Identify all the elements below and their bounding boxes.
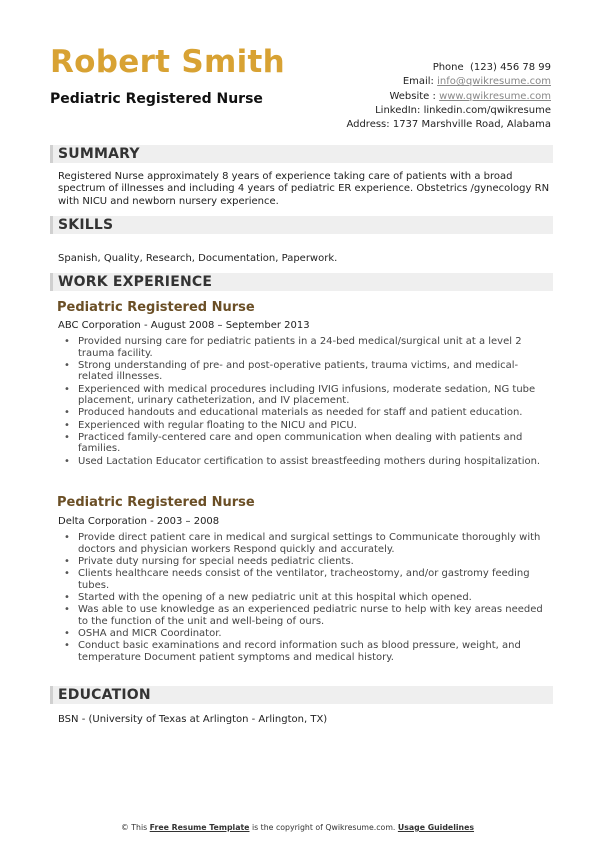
summary-heading-bar [50,145,553,163]
footer [0,823,595,832]
job-2-company: Delta Corporation - 2003 – 2008 [58,516,220,527]
job-1-title: Pediatric Registered Nurse [57,300,255,315]
job-1-company: ABC Corporation - August 2008 – September 2013 [58,320,310,331]
list-item: • Provided nursing care for pediatric patients in a 24-bed medical/surgical unit at a level 2 trauma facility. [64,336,522,359]
experience-heading-bar [50,273,553,291]
experience-heading: WORK EXPERIENCE [58,274,213,290]
list-item: • Started with the opening of a new pediatric unit at this hospital which opened. [64,591,472,603]
phone-label: Phone [432,62,464,73]
list-item: • Used Lactation Educator certification to assist breastfeeding mothers during hospitalization. [64,455,541,467]
footer-middle: is the copyright of Qwikresume.com. [251,823,396,832]
education-heading: EDUCATION [58,687,151,703]
free-resume-template-link[interactable]: Free Resume Template [149,823,250,832]
website-link[interactable]: www.qwikresume.com [439,90,551,102]
summary-heading: SUMMARY [58,146,140,162]
list-item: • Provide direct patient care in medical and surgical settings to Communicate thoroughly with doctors and physician workers Respond quickly and accurately. [64,532,541,555]
job-2-title: Pediatric Registered Nurse [57,495,255,510]
list-item: • OSHA and MICR Coordinator. [64,627,222,639]
skills-heading: SKILLS [58,217,114,233]
candidate-name: Robert Smith [50,44,286,80]
list-item: • Conduct basic examinations and record information such as blood pressure, weight, and temperature Document patient symptoms and medical history. [64,639,521,663]
contact-phone-row [346,61,551,75]
contact-block [346,61,551,132]
footer-prefix: © This [120,823,148,832]
skills-text: Spanish, Quality, Research, Documentation, Paperwork. [58,253,338,264]
contact-linkedin-row [346,104,551,118]
job-2-bullets [58,532,548,664]
contact-email-row [346,75,551,89]
website-label: Website : [389,90,436,102]
phone-value: (123) 456 78 99 [470,62,551,73]
education-text: BSN - (University of Texas at Arlington - Arlington, TX) [58,714,328,725]
list-item: • Strong understanding of pre- and post-operative patients, trauma victims, and medical-related illnesses. [64,359,519,383]
linkedin-value: linkedin.com/qwikresume [423,104,551,116]
email-label: Email: [402,76,434,88]
usage-guidelines-link[interactable]: Usage Guidelines [397,823,475,832]
list-item: • Was able to use knowledge as an experienced pediatric nurse to help with key areas needed to the function of the unit and well-being of ours. [64,603,543,627]
job-1-bullets [58,336,548,468]
address-value: 1737 Marshville Road, Alabama [392,119,551,131]
address-label: Address: [346,119,390,131]
list-item: • Experienced with regular floating to the NICU and PICU. [64,419,357,431]
summary-text: Registered Nurse approximately 8 years of experience taking care of patients with a broad spectrum of illnesses and including 4 years of pediatric ER experience. Obstetrics /gynecology RN with NICU and newborn nursery experience. [58,171,550,207]
linkedin-label: LinkedIn: [375,104,421,116]
list-item: • Private duty nursing for special needs pediatric clients. [64,555,354,567]
list-item: • Practiced family-centered care and open communication when dealing with patients and families. [64,431,523,455]
email-link[interactable]: info@qwikresume.com [437,76,551,88]
contact-address-row [346,118,551,132]
list-item: • Produced handouts and educational materials as needed for staff and patient education. [64,407,523,419]
education-heading-bar [50,686,553,704]
candidate-title: Pediatric Registered Nurse [50,91,263,107]
skills-heading-bar [50,216,553,234]
list-item: • Clients healthcare needs consist of the ventilator, tracheostomy, and/or gastromy feeding tubes. [64,567,530,591]
contact-website-row [346,90,551,104]
list-item: • Experienced with medical procedures including IVIG infusions, moderate sedation, NG tube placement, urinary catheterization, and IV placement. [64,383,536,407]
